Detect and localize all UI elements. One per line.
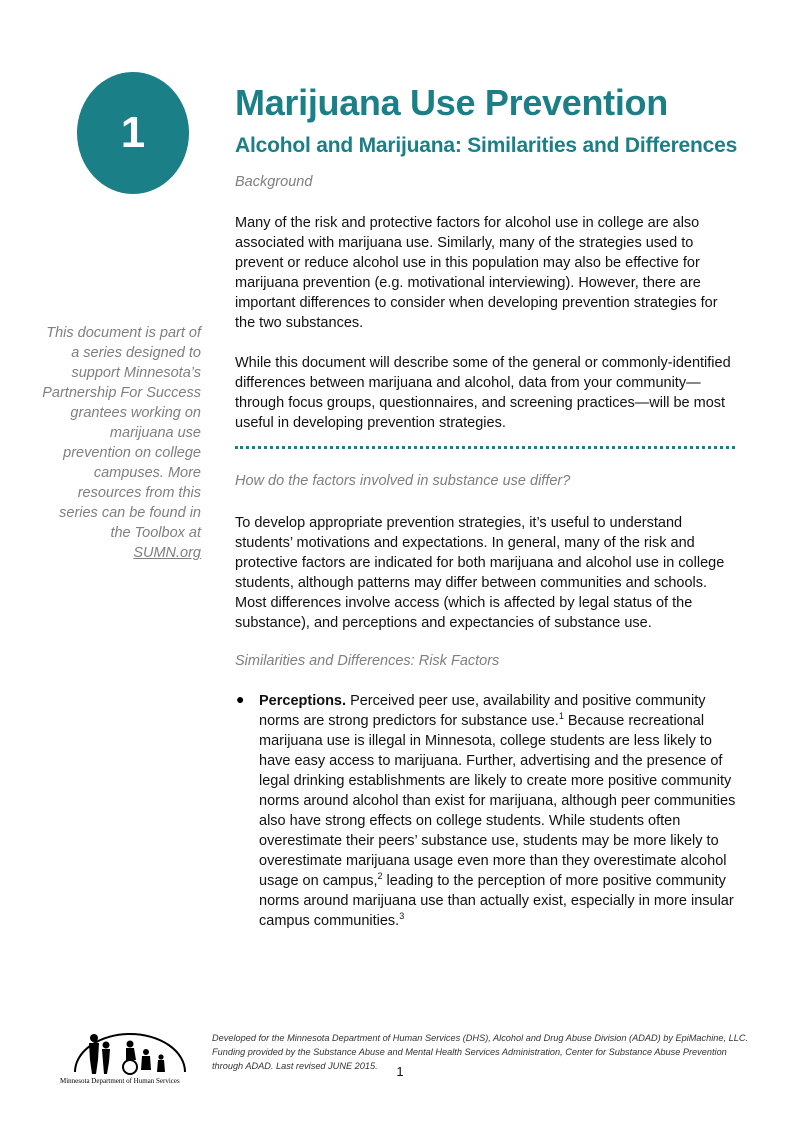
- sidebar-note: [40, 323, 201, 563]
- footer-note: Developed for the Minnesota Department of Human Services (DHS), Alcohol and Drug Abuse Division (ADAD) by EpiMachine, LLC. Funding provided by the Substance Abuse and Mental Health Services Administration, Center for Substance Abuse Prevention through ADAD. Last revised JUNE 2015.: [212, 1033, 749, 1071]
- page-subtitle: Alcohol and Marijuana: Similarities and Differences: [235, 134, 738, 157]
- factors-paragraph: To develop appropriate prevention strategies, it’s useful to understand students’ motivations and expectations. In general, many of the risk and protective factors are indicated for both marijuana and alcohol use in college students, although patterns may differ between communities and schools. Most differences involve access (which is affected by legal status of the substance), and perceptions and expectancies of substance use.: [235, 515, 725, 631]
- bullet-text-3: leading to the perception of more positive community norms around marijuana use than actually exist, especially in more insular campus communities.: [259, 873, 734, 929]
- sumn-link[interactable]: SUMN.org: [133, 545, 201, 561]
- footnote-ref-3: 3: [399, 911, 405, 922]
- logo-text: Minnesota Department of Human Services: [60, 1077, 180, 1085]
- section-label-factors: How do the factors involved in substance use differ?: [235, 473, 571, 489]
- page-number: 1: [396, 1064, 404, 1079]
- page-title: Marijuana Use Prevention: [235, 82, 668, 123]
- background-paragraph-1: Many of the risk and protective factors for alcohol use in college are also associated with marijuana use. Similarly, many of the strategies used to prevent or reduce alcohol use in this population may also be effective for marijuana prevention (e.g. motivational interviewing). However, there are important differences to consider when developing prevention strategies for the two substances.: [235, 215, 718, 331]
- bullet-icon: ●: [236, 691, 245, 707]
- section-number-badge: 1: [77, 72, 189, 194]
- perceptions-bullet: [259, 691, 742, 931]
- footnote-ref-2: 2: [377, 871, 383, 882]
- footnote-ref-1: 1: [558, 711, 564, 722]
- section-label-background: Background: [235, 174, 313, 190]
- section-label-risk-factors: Similarities and Differences: Risk Factors: [235, 653, 500, 669]
- bullet-heading: Perceptions.: [259, 693, 347, 709]
- background-paragraph-2: While this document will describe some of the general or commonly-identified differences between marijuana and alcohol, data from your community—through focus groups, questionnaires, and screening practices—will be most useful in developing prevention strategies.: [235, 355, 731, 431]
- section-divider: [235, 446, 735, 449]
- sidebar-note-text: This document is part of a series designed to support Minnesota’s Partnership For Success grantees working on marijuana use prevention on college campuses. More resources from this series can be found in the Toolbox at: [42, 325, 201, 541]
- bullet-text-2: Because recreational marijuana use is illegal in Minnesota, college students are less likely to have easy access to marijuana. Further, advertising and the presence of legal drinking establishments are likely to create more positive community norms around alcohol than exist for marijuana, although peer communities also have strong effects on college students. While students often overestimate their peers’ substance use, students may be more likely to overestimate marijuana usage even more than they overestimate alcohol usage on campus,: [259, 713, 736, 889]
- bullet-text-1: Perceived peer use, availability and positive community norms are strong predictors for substance use.: [259, 693, 706, 729]
